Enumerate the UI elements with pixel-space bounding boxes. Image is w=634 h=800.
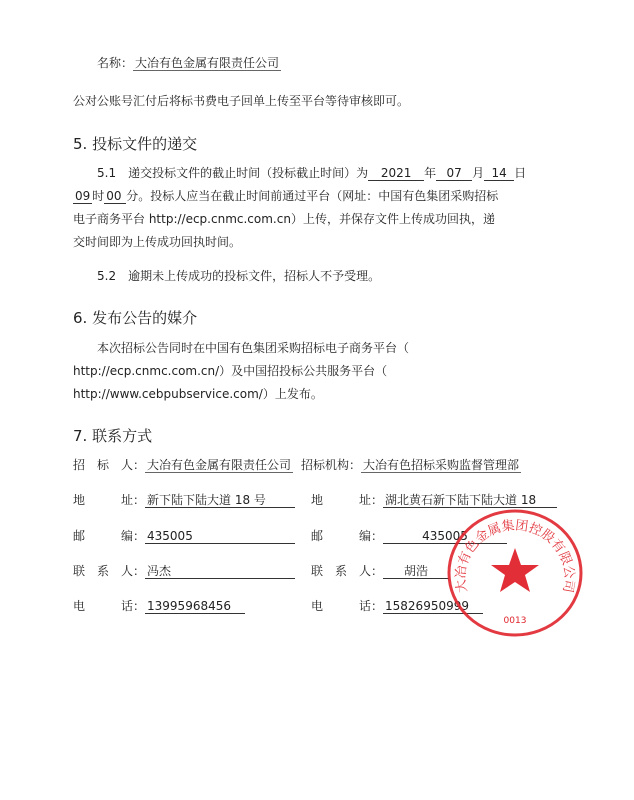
zip-label-left: 邮 编：: [73, 529, 146, 543]
address-value-left: 新下陆下陆大道 18 号: [145, 493, 295, 508]
agency-row: [301, 455, 521, 475]
phone-value-right: 15826950999: [383, 599, 483, 614]
section7-heading: 7. 联系方式: [73, 427, 153, 445]
agency-value: 大冶有色招标采购监督管理部: [363, 458, 520, 472]
zip-value-left: 435005: [145, 529, 295, 544]
deadline-minute: 00: [104, 189, 126, 204]
tenderer-label: 招 标 人：: [73, 458, 146, 472]
month-unit: 月: [472, 166, 485, 180]
year-unit: 年: [424, 166, 437, 180]
account-name-label: 名称：: [97, 56, 134, 70]
deadline-month: 07: [436, 166, 472, 181]
contact-label-left: 联 系 人：: [73, 564, 146, 578]
contact-label-right: 联 系 人：: [311, 564, 384, 578]
contact-row-left: [73, 561, 295, 581]
zip-row-left: [73, 526, 295, 546]
section6-line3: http://www.cebpubservice.com/）上发布。: [73, 387, 323, 401]
address-row-right: [311, 490, 557, 510]
address-label-left: 地 址：: [73, 493, 146, 507]
address-value-right: 湖北黄石新下陆下陆大道 18: [383, 493, 557, 508]
contact-value-right: 胡浩: [383, 564, 449, 579]
section5-p1-line3: 电子商务平台 http://ecp.cnmc.com.cn）上传，并保存文件上传成功回执，递: [73, 212, 495, 226]
deadline-prefix: 5.1 递交投标文件的截止时间（投标截止时间）为: [97, 166, 369, 180]
phone-row-left: [73, 596, 245, 616]
phone-label-left: 电 话：: [73, 599, 146, 613]
day-unit: 日: [514, 166, 527, 180]
deadline-year: 2021: [368, 166, 424, 181]
section5-p1-line2: [73, 186, 498, 206]
agency-label: 招标机构：: [301, 458, 362, 472]
deadline-day: 14: [484, 166, 514, 181]
hour-unit: 时: [92, 189, 105, 203]
section5-p1-line4: 交时间即为上传成功回执时间。: [73, 235, 242, 249]
account-name-line: [97, 53, 281, 73]
tenderer-value: 大冶有色金属有限责任公司: [147, 458, 292, 472]
account-name-value: 大冶有色金属有限责任公司: [135, 56, 280, 70]
zip-label-right: 邮 编：: [311, 529, 384, 543]
section5-p1-line1: [97, 163, 526, 183]
address-label-right: 地 址：: [311, 493, 384, 507]
deadline-after: 分。投标人应当在截止时间前通过平台（网址：中国有色集团采购招标: [126, 189, 499, 203]
contact-value-left: 冯杰: [145, 564, 295, 579]
company-seal-stamp: [446, 508, 584, 638]
phone-label-right: 电 话：: [311, 599, 384, 613]
seal-star-icon: [491, 548, 539, 592]
section5-p2: 5.2 逾期未上传成功的投标文件，招标人不予受理。: [97, 269, 381, 283]
section6-line2: http://ecp.cnmc.com.cn/）及中国招投标公共服务平台（: [73, 364, 388, 378]
tenderer-row: [73, 455, 293, 475]
seal-text: 大冶有色金属集团控股有限公司: [453, 518, 577, 594]
zip-value-right: 435005: [383, 529, 507, 544]
section6-line1: 本次招标公告同时在中国有色集团采购招标电子商务平台（: [97, 341, 410, 355]
phone-value-left: 13995968456: [145, 599, 245, 614]
contact-row-right: [311, 561, 449, 581]
section6-heading: 6. 发布公告的媒介: [73, 309, 198, 327]
account-instruction: 公对公账号汇付后将标书费电子回单上传至平台等待审核即可。: [73, 94, 410, 108]
deadline-hour: 09: [75, 189, 91, 203]
seal-number: 0013: [503, 616, 527, 626]
section5-heading: 5. 投标文件的递交: [73, 135, 198, 153]
address-row-left: [73, 490, 295, 510]
